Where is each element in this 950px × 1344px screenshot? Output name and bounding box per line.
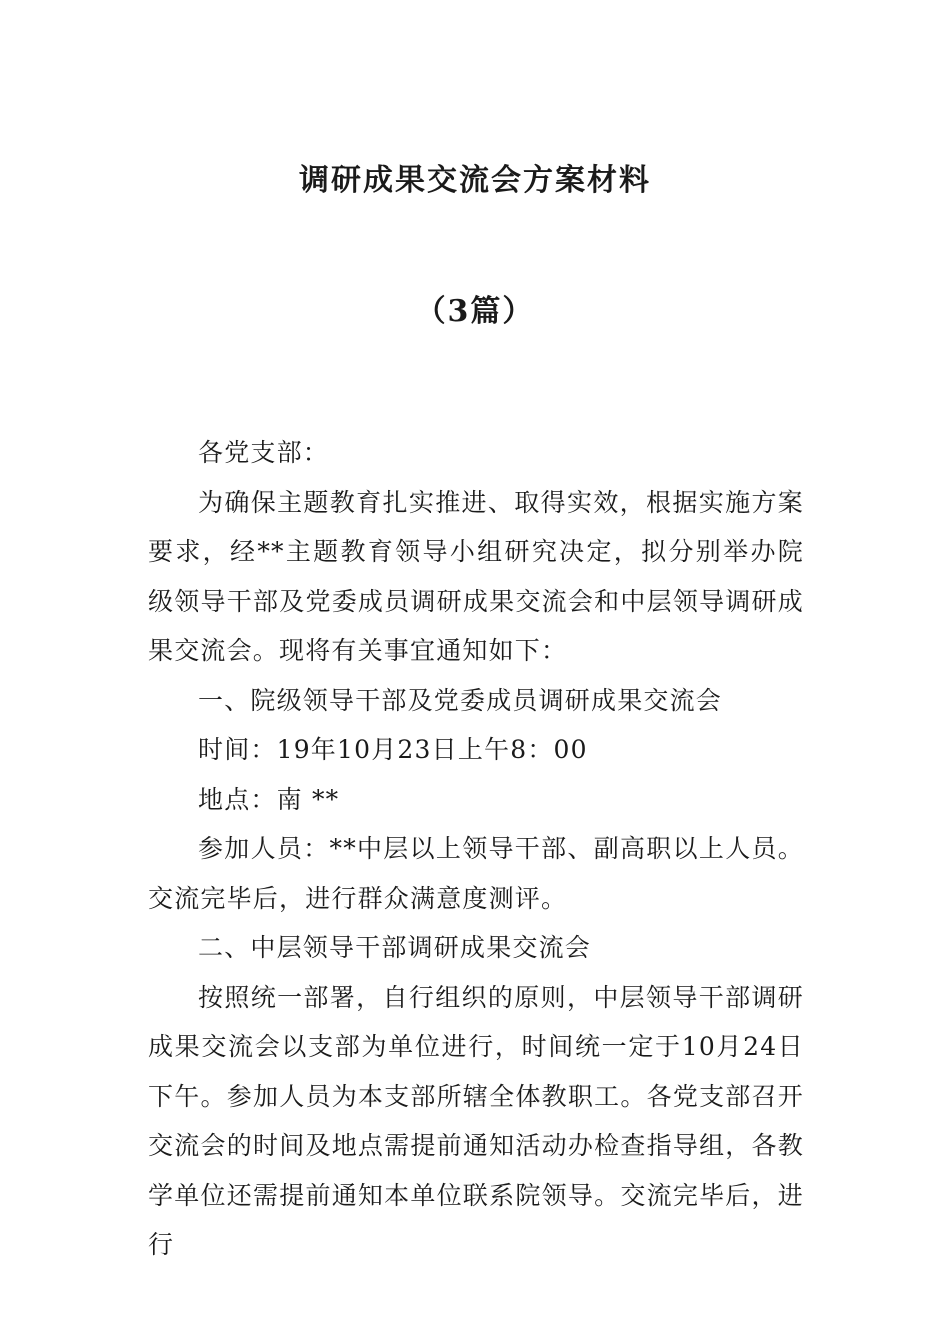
location-paragraph: 地点：南 ** [198,784,340,814]
section-one-heading: 一、院级领导干部及党委成员调研成果交流会 [198,685,723,715]
intro-paragraph: 为确保主题教育扎实推进、取得实效，根据实施方案要求，经**主题教育领导小组研究决定，拟分别举办院级领导干部及党委成员调研成果交流会和中层领导调研成果交流会。现将有关事宜通知如下： [148,487,804,665]
document-body [148,428,804,1270]
document-title: 调研成果交流会方案材料 [299,163,651,198]
time-paragraph: 时间：19年10月23日上午8：00 [198,735,588,764]
participants-paragraph: 参加人员：**中层以上领导干部、副高职以上人员。交流完毕后，进行群众满意度测评。 [148,834,804,913]
document-subtitle: （3篇） [415,294,535,329]
section-two-body-paragraph: 按照统一部署，自行组织的原则，中层领导干部调研成果交流会以支部为单位进行，时间统一定于10月24日下午。参加人员为本支部所辖全体教职工。各党支部召开交流会的时间及地点需提前通知活动办检查指导组，各教学单位还需提前通知本单位联系院领导。交流完毕后，进行 [148,982,804,1259]
section-two-heading: 二、中层领导干部调研成果交流会 [198,933,592,962]
salutation-paragraph: 各党支部： [198,438,330,467]
